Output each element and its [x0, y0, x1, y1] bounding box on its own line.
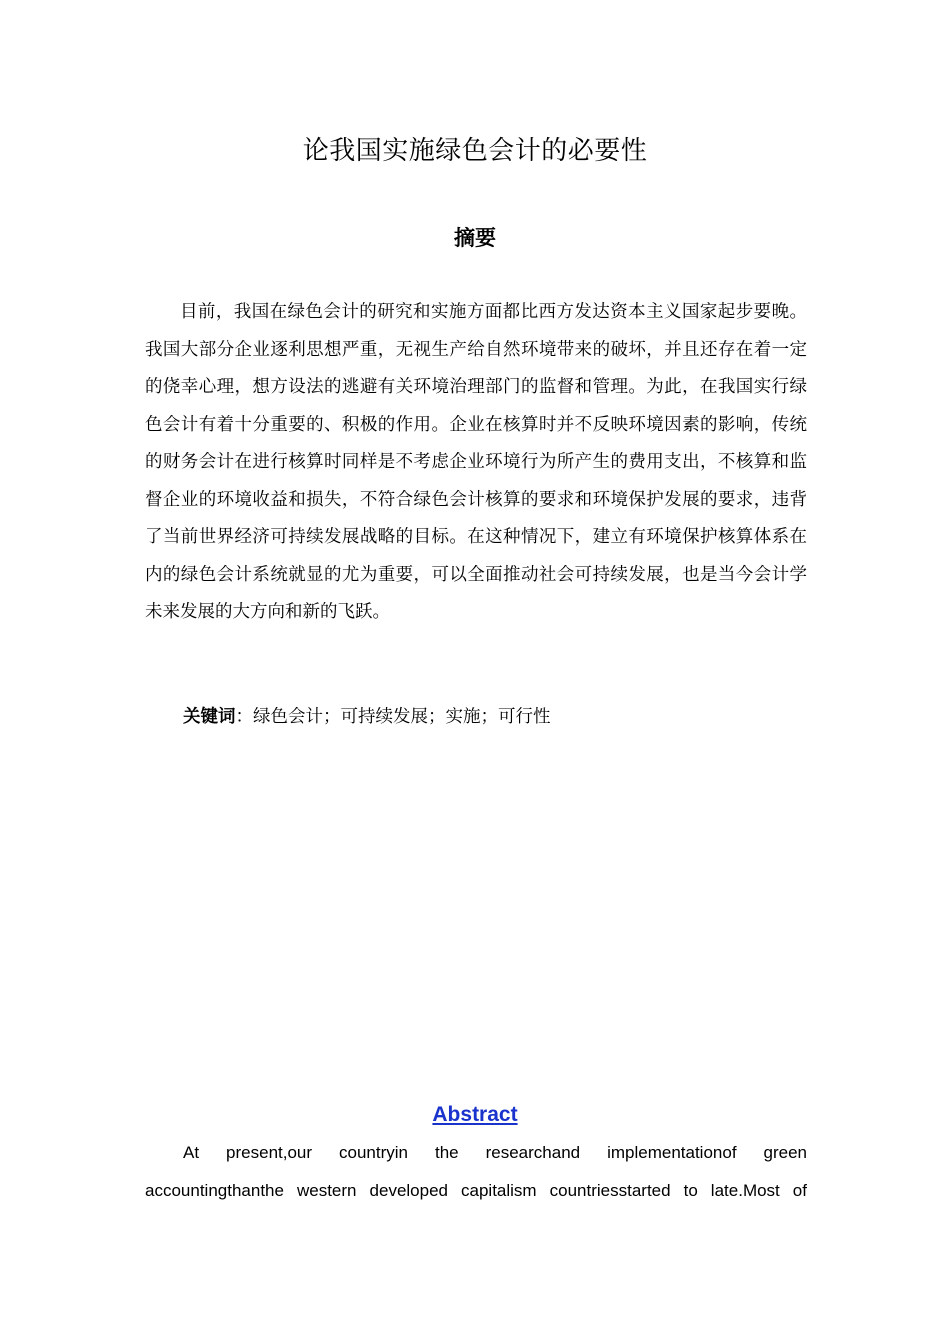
keywords-line — [183, 702, 551, 732]
abstract-body: 目前，我国在绿色会计的研究和实施方面都比西方发达资本主义国家起步要晚。我国大部分企业逐利思想严重，无视生产给自然环境带来的破坏，并且还存在着一定的侥幸心理，想方设法的逃避有关环境治理部门的监督和管理。为此，在我国实行绿色会计有着十分重要的、积极的作用。企业在核算时并不反映环境因素的影响，传统的财务会计在进行核算时同样是不考虑企业环境行为所产生的费用支出，不核算和监督企业的环境收益和损失，不符合绿色会计核算的要求和环境保护发展的要求，违背了当前世界经济可持续发展战略的目标。在这种情况下，建立有环境保护核算体系在内的绿色会计系统就显的尤为重要，可以全面推动社会可持续发展，也是当今会计学未来发展的大方向和新的飞跃。 — [145, 302, 807, 622]
keywords-text: 绿色会计；可持续发展；实施；可行性 — [253, 707, 551, 727]
document-title: 论我国实施绿色会计的必要性 — [302, 136, 648, 166]
english-abstract-heading-link[interactable]: Abstract — [432, 1103, 518, 1126]
english-abstract-heading — [0, 1099, 950, 1131]
abstract-heading: 摘要 — [454, 226, 496, 250]
english-abstract-body: At present,our countryin the researchand implementationof green accountingthanthe western developed capitalism countriesstarted to late.Most of — [145, 1143, 807, 1200]
keywords-separator: ： — [235, 707, 253, 727]
keywords-label: 关键词 — [183, 707, 236, 727]
